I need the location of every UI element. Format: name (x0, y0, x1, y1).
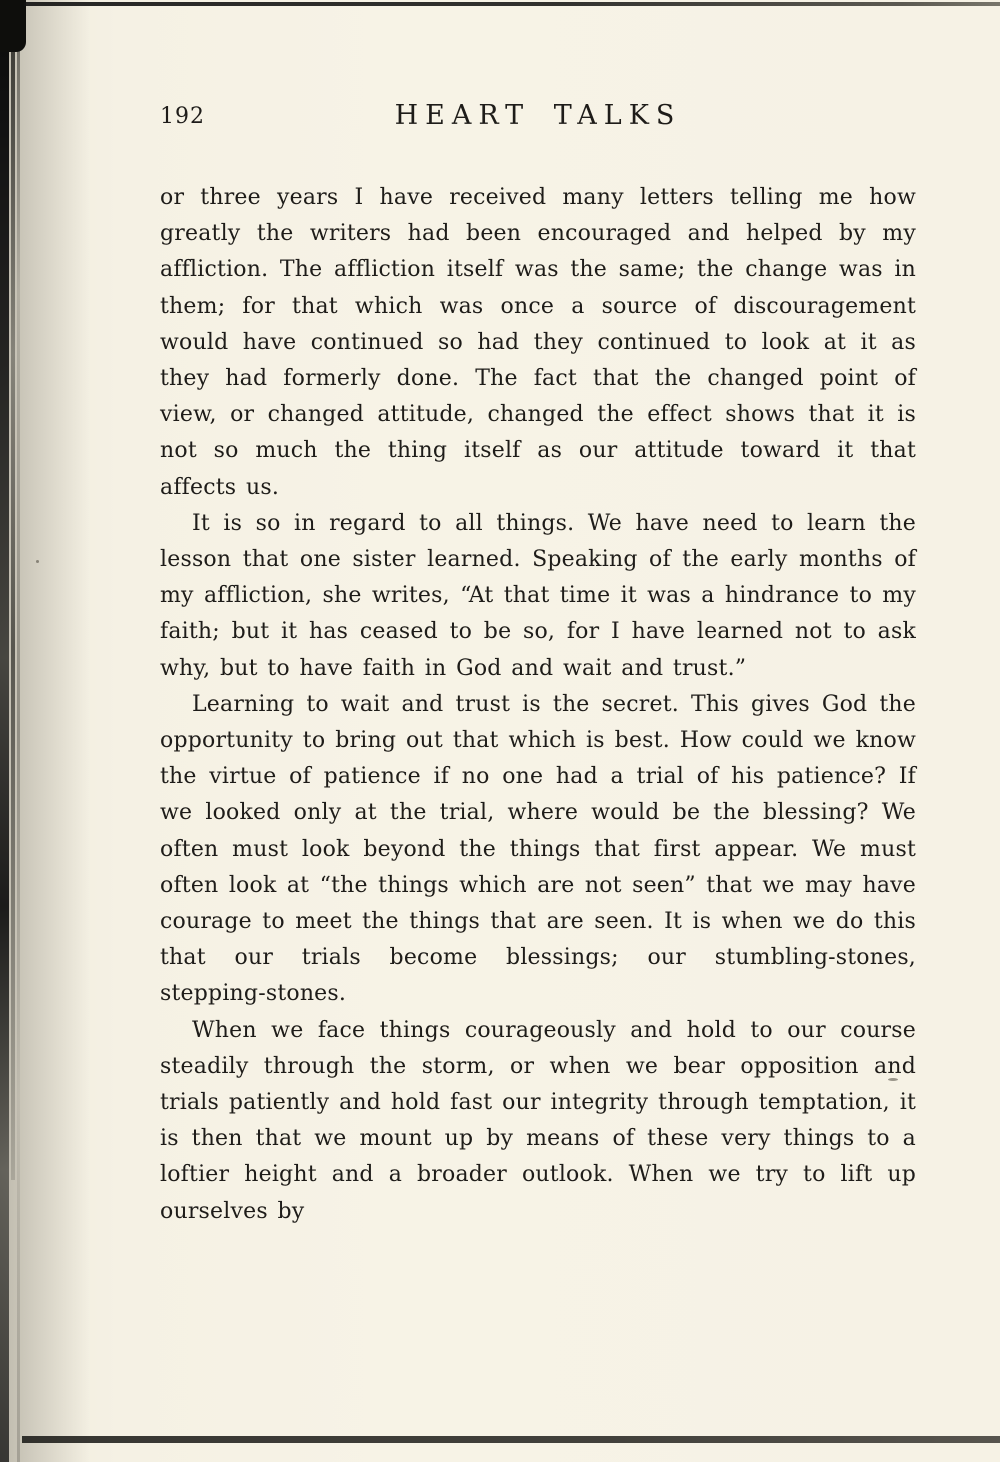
page-content (160, 100, 916, 1230)
paragraph: When we face things courageously and hold to our course steadily through the storm, or when we bear opposition and trials patiently and hold fast our integrity through temptation, it is then that we mount up by means of these very things to a loftier height and a broader outlook. When we try to lift up ourselves by (160, 1017, 916, 1224)
scan-edge-top (24, 2, 1000, 6)
page-number: 192 (160, 104, 205, 129)
paragraph: or three years I have received many letters telling me how greatly the writers had been encouraged and helped by my affliction. The affliction itself was the same; the change was in them; for that which was once a source of discouragement would have continued so had they continued to look at it as they had formerly done. The fact that the changed point of view, or changed attitude, changed the effect shows that it is not so much the thing itself as our attitude toward it that affects us. (160, 185, 916, 500)
paragraph: It is so in regard to all things. We have need to learn the lesson that one sister learned. Speaking of the early months of my affliction, she writes, “At that time it was a hindrance to my faith; but it has ceased to be so, for I have learned not to ask why, but to have faith in God and wait and trust.” (160, 510, 916, 681)
scan-edge-bottom (22, 1436, 1000, 1443)
page-header (160, 100, 916, 134)
scan-edge-stripe (17, 0, 20, 1462)
scan-speck (36, 560, 39, 563)
page-paragraphs (160, 180, 916, 1230)
paragraph: Learning to wait and trust is the secret. This gives God the opportunity to bring out that which is best. How could we know the virtue of patience if no one had a trial of his patience? If we looked only at the trial, where would be the blessing? We often must look beyond the things that first appear. We must often look at “the things which are not seen” that we may have courage to meet the things that are seen. It is when we do this that our trials become blessings; our stumbling-stones, stepping-stones. (160, 691, 916, 1007)
scan-edge-stripe (11, 0, 15, 1180)
page-title: HEART TALKS (394, 100, 682, 131)
scan-edge-left (0, 0, 9, 1462)
scan-corner-blob (0, 0, 26, 52)
